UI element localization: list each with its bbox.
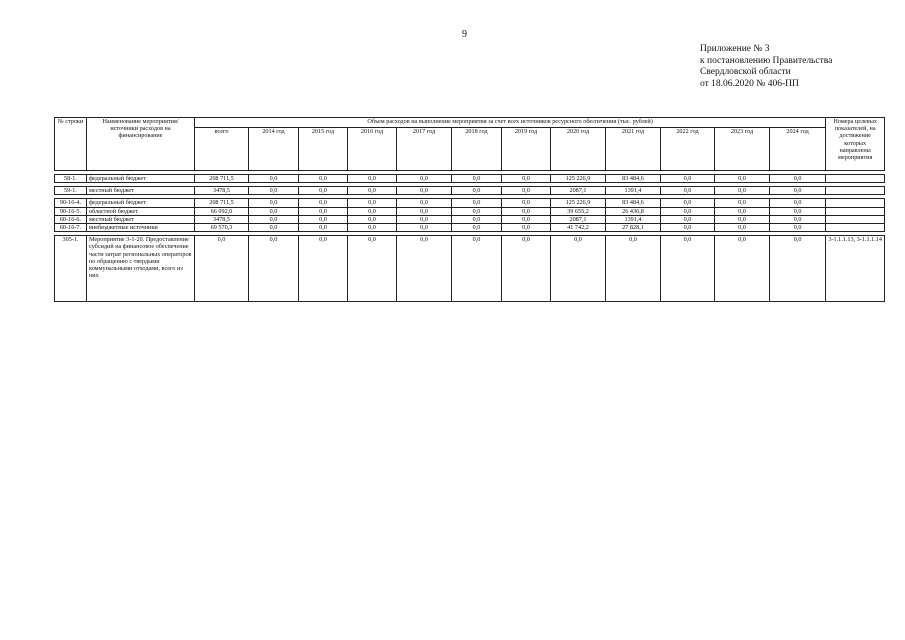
row-value: 0,0 bbox=[397, 175, 452, 183]
row-value: 0,0 bbox=[299, 175, 348, 183]
row-value: 27 828,1 bbox=[606, 224, 661, 232]
header-year: 2018 год bbox=[452, 128, 502, 171]
row-value: 1391,4 bbox=[606, 187, 661, 195]
row-value: 0,0 bbox=[249, 175, 299, 183]
row-value: 0,0 bbox=[452, 207, 502, 215]
row-value: 0,0 bbox=[715, 199, 770, 207]
row-number: 90-16-4. bbox=[55, 199, 87, 207]
row-value: 0,0 bbox=[770, 236, 826, 302]
row-value: 0,0 bbox=[551, 236, 606, 302]
row-value: 0,0 bbox=[661, 207, 715, 215]
row-value: 125 226,9 bbox=[551, 199, 606, 207]
row-value: 0,0 bbox=[397, 187, 452, 195]
row-value: 3478,5 bbox=[195, 215, 249, 223]
appendix-line: Свердловской области bbox=[700, 67, 791, 77]
row-targets bbox=[826, 187, 885, 195]
row-value: 39 655,2 bbox=[551, 207, 606, 215]
row-value: 0,0 bbox=[299, 199, 348, 207]
table-row bbox=[55, 199, 885, 207]
row-value: 0,0 bbox=[249, 199, 299, 207]
row-targets: 3-1.1.1.13, 3-1.1.1.14 bbox=[826, 236, 885, 302]
row-value: 0,0 bbox=[502, 175, 551, 183]
header-year: 2022 год bbox=[661, 128, 715, 171]
financing-table bbox=[54, 117, 885, 302]
row-value: 66 092,0 bbox=[195, 207, 249, 215]
row-value: 0,0 bbox=[348, 224, 397, 232]
row-value: 0,0 bbox=[770, 224, 826, 232]
row-value: 0,0 bbox=[348, 199, 397, 207]
row-value: 0,0 bbox=[299, 207, 348, 215]
row-targets bbox=[826, 215, 885, 223]
row-value: 0,0 bbox=[249, 236, 299, 302]
row-value: 0,0 bbox=[452, 236, 502, 302]
row-value: 0,0 bbox=[348, 207, 397, 215]
table-row bbox=[55, 207, 885, 215]
row-number: 60-16-7. bbox=[55, 224, 87, 232]
row-name: местный бюджет bbox=[87, 187, 195, 195]
row-value: 0,0 bbox=[770, 207, 826, 215]
header-row-number: № строки bbox=[55, 118, 87, 171]
row-value: 0,0 bbox=[397, 224, 452, 232]
row-value: 0,0 bbox=[452, 175, 502, 183]
header-year: 2014 год bbox=[249, 128, 299, 171]
row-value: 0,0 bbox=[452, 215, 502, 223]
row-number: 90-16-5. bbox=[55, 207, 87, 215]
row-value: 0,0 bbox=[661, 175, 715, 183]
header-year: 2015 год bbox=[299, 128, 348, 171]
row-value: 0,0 bbox=[770, 215, 826, 223]
row-value: 0,0 bbox=[397, 215, 452, 223]
appendix-header bbox=[700, 44, 832, 90]
header-year: 2020 год bbox=[551, 128, 606, 171]
row-value: 0,0 bbox=[715, 224, 770, 232]
row-value: 0,0 bbox=[397, 236, 452, 302]
row-value: 0,0 bbox=[502, 207, 551, 215]
header-name: Наименование мероприятия/ источники расходов на финансирование bbox=[87, 118, 195, 171]
row-value: 0,0 bbox=[195, 236, 249, 302]
table-row bbox=[55, 187, 885, 195]
row-value: 0,0 bbox=[348, 236, 397, 302]
row-value: 0,0 bbox=[299, 224, 348, 232]
header-year: 2017 год bbox=[397, 128, 452, 171]
row-number: 58-1. bbox=[55, 175, 87, 183]
row-value: 0,0 bbox=[715, 175, 770, 183]
header-year: 2021 год bbox=[606, 128, 661, 171]
table-body bbox=[55, 171, 885, 302]
header-year: 2016 год bbox=[348, 128, 397, 171]
row-value: 1391,4 bbox=[606, 215, 661, 223]
row-value: 69 570,3 bbox=[195, 224, 249, 232]
row-value: 83 484,6 bbox=[606, 175, 661, 183]
row-targets bbox=[826, 207, 885, 215]
row-value: 0,0 bbox=[397, 207, 452, 215]
table-row bbox=[55, 236, 885, 302]
row-value: 0,0 bbox=[606, 236, 661, 302]
row-value: 0,0 bbox=[249, 207, 299, 215]
row-value: 0,0 bbox=[502, 236, 551, 302]
appendix-line: от 18.06.2020 № 406-ПП bbox=[700, 78, 799, 89]
row-value: 3478,5 bbox=[195, 187, 249, 195]
row-name: Мероприятие 3-1-20. Предоставление субсидий на финансовое обеспечение части затрат региональных операторов по обращению с твердыми коммунальными отходами, всего из них bbox=[87, 236, 195, 302]
header-volume: Объем расходов на выполнение мероприятия за счет всех источников ресурсного обеспечения (тыс. рублей) bbox=[195, 118, 826, 128]
row-value: 0,0 bbox=[661, 224, 715, 232]
row-value: 83 484,6 bbox=[606, 199, 661, 207]
page-number: 9 bbox=[462, 29, 467, 40]
row-targets bbox=[826, 199, 885, 207]
row-value: 0,0 bbox=[348, 187, 397, 195]
row-value: 0,0 bbox=[299, 236, 348, 302]
row-value: 0,0 bbox=[502, 187, 551, 195]
table-header bbox=[55, 118, 885, 171]
row-value: 41 742,2 bbox=[551, 224, 606, 232]
row-value: 0,0 bbox=[452, 187, 502, 195]
row-value: 0,0 bbox=[299, 187, 348, 195]
appendix-line: к постановлению Правительства bbox=[700, 55, 833, 66]
row-value: 0,0 bbox=[661, 199, 715, 207]
row-value: 208 711,5 bbox=[195, 199, 249, 207]
appendix-line: Приложение № 3 bbox=[700, 44, 770, 54]
row-targets bbox=[826, 224, 885, 232]
row-targets bbox=[826, 175, 885, 183]
row-value: 125 226,9 bbox=[551, 175, 606, 183]
row-value: 0,0 bbox=[249, 224, 299, 232]
row-value: 0,0 bbox=[397, 199, 452, 207]
row-value: 2087,1 bbox=[551, 187, 606, 195]
header-year: всего bbox=[195, 128, 249, 171]
table-row bbox=[55, 224, 885, 232]
row-value: 0,0 bbox=[348, 175, 397, 183]
row-value: 0,0 bbox=[348, 215, 397, 223]
row-number: 59-1. bbox=[55, 187, 87, 195]
row-name: внебюджетные источники bbox=[87, 224, 195, 232]
header-year: 2024 год bbox=[770, 128, 826, 171]
row-value: 0,0 bbox=[299, 215, 348, 223]
row-value: 0,0 bbox=[661, 187, 715, 195]
row-name: местный бюджет bbox=[87, 215, 195, 223]
row-value: 0,0 bbox=[715, 215, 770, 223]
row-name: федеральный бюджет bbox=[87, 175, 195, 183]
row-value: 0,0 bbox=[452, 199, 502, 207]
row-name: областной бюджет bbox=[87, 207, 195, 215]
row-value: 0,0 bbox=[715, 236, 770, 302]
row-value: 2087,1 bbox=[551, 215, 606, 223]
row-value: 208 711,5 bbox=[195, 175, 249, 183]
row-number: 305-1. bbox=[55, 236, 87, 302]
row-value: 0,0 bbox=[715, 187, 770, 195]
table-row bbox=[55, 215, 885, 223]
header-targets: Номера целевых показателей, на достижение которых направлены мероприятия bbox=[826, 118, 885, 171]
row-value: 0,0 bbox=[770, 199, 826, 207]
row-value: 0,0 bbox=[249, 187, 299, 195]
row-name: федеральный бюджет bbox=[87, 199, 195, 207]
row-value: 0,0 bbox=[452, 224, 502, 232]
table-row bbox=[55, 175, 885, 183]
header-year: 2023 год bbox=[715, 128, 770, 171]
row-value: 0,0 bbox=[715, 207, 770, 215]
header-year: 2019 год bbox=[502, 128, 551, 171]
row-value: 0,0 bbox=[502, 215, 551, 223]
row-value: 0,0 bbox=[770, 187, 826, 195]
row-value: 0,0 bbox=[661, 236, 715, 302]
row-value: 26 436,8 bbox=[606, 207, 661, 215]
row-value: 0,0 bbox=[661, 215, 715, 223]
row-value: 0,0 bbox=[502, 199, 551, 207]
row-value: 0,0 bbox=[770, 175, 826, 183]
row-value: 0,0 bbox=[249, 215, 299, 223]
row-number: 60-16-6. bbox=[55, 215, 87, 223]
row-value: 0,0 bbox=[502, 224, 551, 232]
